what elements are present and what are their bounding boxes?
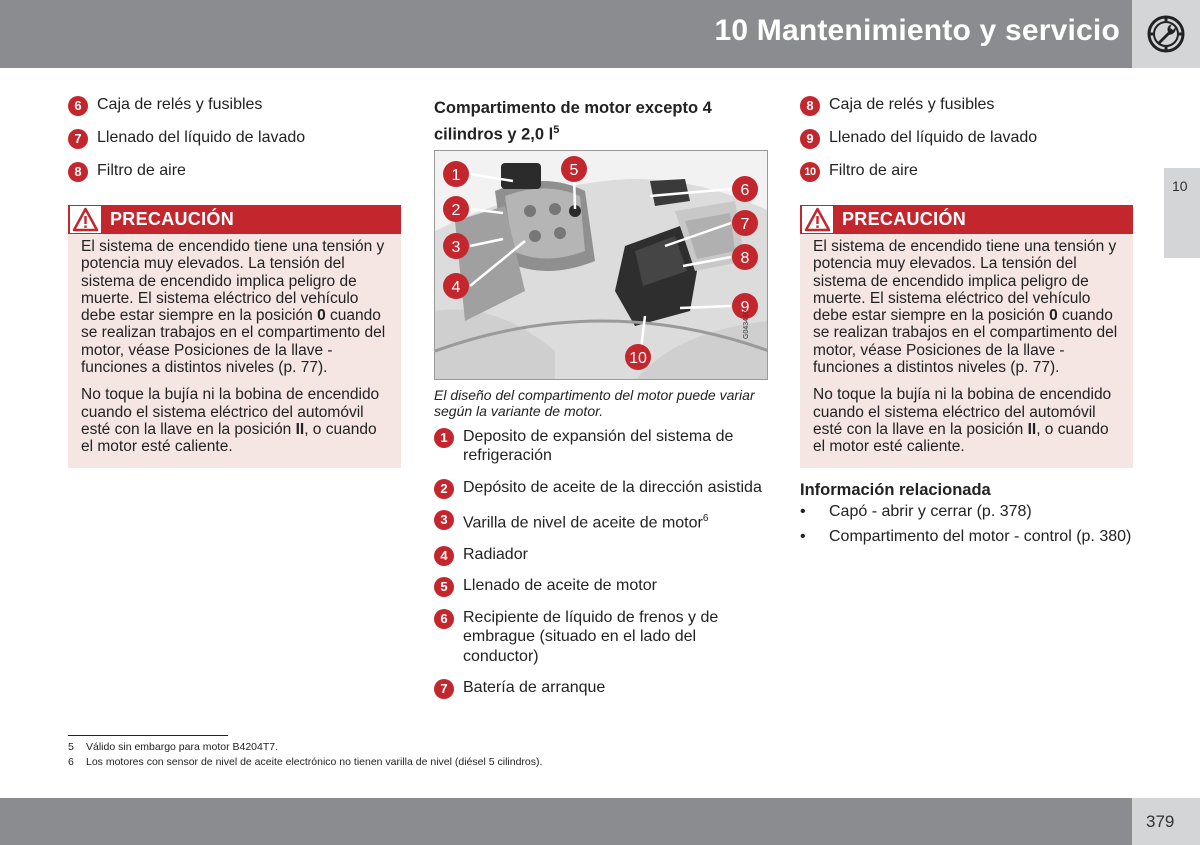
number-badge: 8	[68, 162, 88, 182]
middle-item-list	[434, 427, 768, 698]
figure-label: 9	[740, 298, 750, 316]
footnote	[68, 755, 542, 770]
number-badge: 4	[434, 546, 454, 566]
list-item-text: Filtro de aire	[829, 162, 918, 179]
warning-title: PRECAUCIÓN	[110, 209, 235, 229]
list-item-text: Deposito de expansión del sistema de refrigeración	[463, 427, 734, 464]
number-badge: 6	[434, 609, 454, 629]
number-badge: 6	[68, 96, 88, 116]
number-badge: 1	[434, 428, 454, 448]
footnote-number: 5	[68, 741, 74, 753]
list-item	[68, 95, 401, 114]
engine-illustration	[435, 151, 768, 380]
right-column	[800, 95, 1133, 194]
figure-caption: El diseño del compartimento del motor puede variar según la variante de motor.	[434, 386, 755, 419]
figure-label: 6	[740, 181, 750, 199]
related-info-section	[800, 481, 1133, 552]
list-item	[434, 509, 768, 533]
footnote-text: Válido sin embargo para motor B4204T7.	[86, 741, 279, 753]
number-badge: 7	[68, 129, 88, 149]
warning-text: El sistema de encendido tiene una tensión y potencia muy elevados. La tensión del sistema de encendido implica peligro de muerte. El sistema eléctrico del vehículo debe estar siempre en la posición	[81, 238, 385, 325]
figure-label: 4	[451, 278, 461, 296]
list-item	[434, 478, 768, 498]
list-item-text: Llenado del líquido de lavado	[97, 129, 306, 146]
wrench-gear-icon	[1146, 14, 1186, 54]
number-badge: 3	[434, 510, 454, 530]
list-item-text: Caja de relés y fusibles	[97, 96, 263, 113]
section-heading-text: Compartimento de motor excepto 4 cilindros y 2,0 l	[434, 99, 712, 144]
warning-text: El sistema de encendido tiene una tensión y potencia muy elevados. La tensión del sistema de encendido implica peligro de muerte. El sistema eléctrico del vehículo debe estar siempre en la posición	[813, 238, 1117, 325]
footnote-divider	[68, 735, 228, 736]
chapter-tab[interactable]	[1164, 168, 1200, 258]
figure-code: G043410	[743, 309, 750, 339]
page-number-box	[1132, 798, 1200, 845]
list-item-text: Depósito de aceite de la dirección asistida	[463, 478, 762, 496]
warning-text: cuando se realizan trabajos en el compartimento del motor, véase Posiciones de la llave - funciones a distintos niveles (p. 77).	[81, 307, 386, 377]
number-badge: 8	[800, 96, 820, 116]
middle-column	[434, 97, 768, 710]
footnote-number: 6	[68, 756, 74, 768]
warning-text: cuando se realizan trabajos en el compartimento del motor, véase Posiciones de la llave - funciones a distintos niveles (p. 77).	[813, 307, 1118, 377]
warning-body	[800, 234, 1133, 468]
page-footer	[0, 798, 1132, 845]
related-info-title: Información relacionada	[800, 481, 991, 499]
warning-paragraph	[81, 386, 387, 455]
figure-label: 1	[451, 166, 461, 184]
key-position: 0	[1049, 307, 1058, 325]
list-item-text: Varilla de nivel de aceite de motor	[463, 514, 703, 532]
number-badge: 7	[434, 679, 454, 699]
list-item	[434, 427, 768, 466]
figure-label: 3	[451, 238, 461, 256]
warning-triangle-icon	[802, 206, 833, 233]
number-badge: 10	[800, 162, 820, 182]
chapter-tab-label: 10	[1172, 178, 1188, 194]
page-number: 379	[1146, 812, 1175, 831]
list-item	[434, 576, 768, 596]
key-position: II	[295, 420, 305, 438]
list-item-text: Caja de relés y fusibles	[829, 96, 995, 113]
warning-paragraph	[81, 238, 387, 376]
section-heading	[434, 97, 768, 146]
warning-triangle-icon	[70, 206, 101, 233]
figure-label: 5	[569, 161, 579, 179]
figure-label: 2	[451, 201, 461, 219]
warning-title: PRECAUCIÓN	[842, 209, 967, 229]
list-item-text: Recipiente de líquido de frenos y de embrague (situado en el lado del conductor)	[463, 608, 719, 665]
chapter-title: 10 Mantenimiento y servicio	[714, 14, 1120, 47]
warning-box-right	[800, 205, 1133, 468]
footnote-ref: 5	[553, 124, 560, 136]
warning-text: No toque la bujía ni la bobina de encendido cuando el sistema eléctrico del automóvil esté con la llave en la posición	[81, 386, 380, 438]
list-item	[434, 608, 768, 667]
list-item	[68, 128, 401, 147]
key-position: 0	[317, 307, 326, 325]
list-item-text: Llenado del líquido de lavado	[829, 129, 1038, 146]
list-item	[800, 161, 1133, 180]
figure-label: 10	[629, 349, 647, 367]
warning-body	[68, 234, 401, 468]
related-link[interactable]: • Capó - abrir y cerrar (p. 378)	[800, 502, 1133, 521]
warning-box-left	[68, 205, 401, 468]
list-item-text: Radiador	[463, 545, 528, 563]
footnote	[68, 740, 542, 755]
left-item-list	[68, 95, 401, 180]
warning-header	[68, 205, 401, 234]
figure-label: 8	[740, 249, 750, 267]
list-item	[434, 678, 768, 698]
warning-text: No toque la bujía ni la bobina de encendido cuando el sistema eléctrico del automóvil esté con la llave en la posición	[813, 386, 1112, 438]
warning-text: , o cuando el motor esté caliente.	[813, 420, 1109, 456]
number-badge: 9	[800, 129, 820, 149]
list-item-text: Llenado de aceite de motor	[463, 577, 657, 595]
footnote-ref: 6	[702, 513, 709, 524]
list-item	[800, 128, 1133, 147]
footnotes	[68, 740, 542, 770]
right-item-list	[800, 95, 1133, 180]
figure-label: 7	[740, 215, 750, 233]
related-link[interactable]: • Compartimento del motor - control (p. 380)	[800, 527, 1133, 546]
list-item-text: Batería de arranque	[463, 679, 606, 697]
warning-header	[800, 205, 1133, 234]
related-info-list	[800, 502, 1133, 546]
list-item	[800, 95, 1133, 114]
chapter-icon-box	[1132, 0, 1200, 68]
key-position: II	[1027, 420, 1037, 438]
list-item-text: Filtro de aire	[97, 162, 186, 179]
page-header	[0, 0, 1132, 68]
number-badge: 5	[434, 577, 454, 597]
warning-text: , o cuando el motor esté caliente.	[81, 420, 377, 456]
number-badge: 2	[434, 479, 454, 499]
engine-compartment-figure	[434, 150, 768, 380]
list-item	[434, 545, 768, 565]
footnote-text: Los motores con sensor de nivel de aceite electrónico no tienen varilla de nivel (diésel 5 cilindros).	[86, 756, 543, 768]
list-item	[68, 161, 401, 180]
warning-paragraph	[813, 238, 1119, 376]
warning-paragraph	[813, 386, 1119, 455]
left-column	[68, 95, 401, 194]
